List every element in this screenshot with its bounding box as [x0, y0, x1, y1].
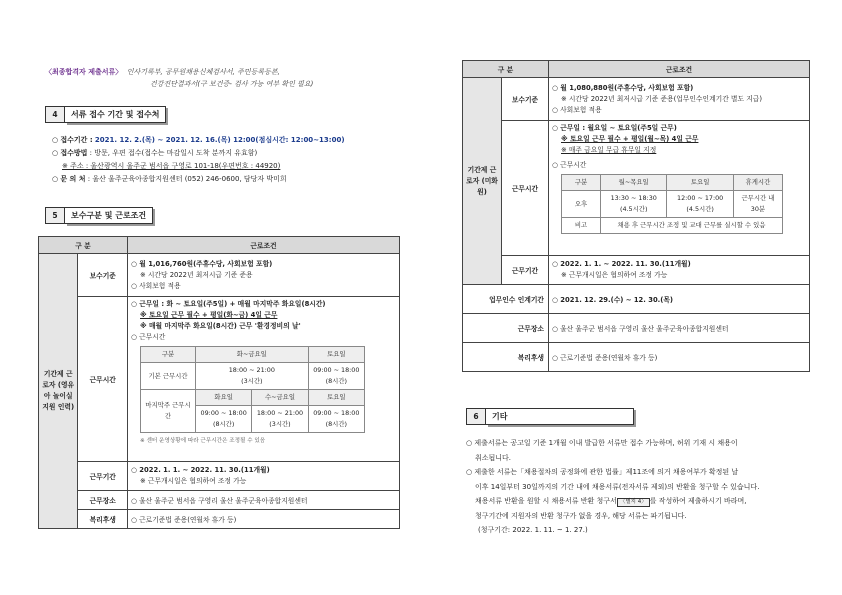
time-label: 근무시간 — [502, 121, 549, 256]
other-notes — [466, 436, 811, 538]
note-2: ○ 제출한 서류는「채용절차의 공정화에 관한 법률」제11조에 의거 채용여부가 확정된 날 — [466, 468, 739, 476]
welfare-label: 복리후생 — [463, 343, 549, 372]
receipt-method: ○ 접수방법 : 방문, 우편 접수(접수는 마감일시 도착 분까지 유효함) — [52, 149, 258, 157]
pay-cell — [549, 78, 810, 121]
section-title: 서류 접수 기간 및 접수처 — [65, 106, 166, 123]
period-label: 근무기간 — [502, 256, 549, 285]
last-week-th-wedfri: 수~금요일 — [252, 390, 308, 406]
group-label: 기간제 근로자 (미화원) — [463, 78, 502, 285]
pay-line: ○ 월 1,016,760원(주휴수당, 사회보험 포함) — [131, 259, 273, 268]
section-4-heading — [45, 106, 166, 123]
section-title: 보수구분 및 근로조건 — [65, 207, 153, 224]
receipt-period: ○ 접수기간 : 2021. 12. 2.(목) ~ 2021. 12. 16.(목) 12:00(점심시간: 12:00~13:00) — [52, 136, 345, 144]
pay-insurance: ○ 사회보험 적용 — [552, 105, 602, 114]
pay-label: 보수기준 — [502, 78, 549, 121]
claim-period: (청구기간: 2022. 1. 11. ~ 1. 27.) — [478, 526, 588, 534]
note-2-cont2: 채용서류 반환을 원할 시 채용서류 반환 청구서 〈별지 4〉 를 작성하여 제출하시기 바라며, — [475, 497, 747, 505]
remark-label: 비고 — [562, 218, 601, 234]
handover-value: ○ 2021. 12. 29.(수) ~ 12. 30.(목) — [549, 285, 810, 314]
workday-line: ○ 근무일 : 화 ~ 토요일(주5일) + 매월 마지막주 화요일(8시간) — [131, 300, 326, 308]
time-cell — [549, 121, 810, 256]
pay-note: ※ 시간당 2022년 최저시급 기준 준용(업무인수인계기간 별도 지급) — [561, 94, 762, 103]
hours-table — [561, 174, 783, 234]
place-value: ○ 울산 울주군 범서읍 구영리 울산 울주군육아종합지원센터 — [549, 314, 810, 343]
hours-heading: ○ 근무시간 — [131, 333, 166, 341]
welfare-value: ○ 근로기준법 준용(연월차 휴가 등) — [128, 510, 400, 529]
welfare-value: ○ 근로기준법 준용(연월차 휴가 등) — [549, 343, 810, 372]
saturday-note: ※ 토요일 근무 필수 + 평일(화~금) 4일 근무 — [140, 311, 278, 319]
contact-info: ○ 문 의 처 : 울산 울주군육아종합지원센터 (052) 246-0600, 담당자 박미희 — [52, 175, 287, 183]
saturday-hours: 12:00 ~ 17:00 (4.5시간) — [667, 191, 733, 218]
hours-th-gubun: 구분 — [562, 175, 601, 191]
pay-line: ○ 월 1,080,880원(주휴수당, 사회보험 포함) — [552, 83, 694, 92]
last-week-tue-hours: 09:00 ~ 18:00 (8시간) — [196, 406, 252, 433]
th-conditions: 근로조건 — [128, 237, 400, 254]
hours-heading: ○ 근무시간 — [552, 161, 587, 169]
basic-hours-label: 기본 근무시간 — [141, 363, 196, 390]
last-tuesday-note: ※ 매월 마지막주 화요일(8시간) 근무 '환경정비의 날' — [140, 322, 301, 330]
period-label: 근무기간 — [78, 462, 128, 491]
section-number: 5 — [45, 207, 65, 224]
period-line: ○ 2022. 1. 1. ~ 2022. 11. 30.(11개월) — [131, 466, 270, 474]
hours-th-gubun: 구분 — [141, 347, 196, 363]
time-label: 근무시간 — [78, 297, 128, 462]
note-2-cont: 이후 14일부터 30일까지의 기간 내에 채용서류(전자서류 제외)의 반환을 청구할 수 있습니다. — [475, 482, 760, 491]
afternoon-label: 오후 — [562, 191, 601, 218]
weekday-hours: 13:30 ~ 18:30 (4.5시간) — [601, 191, 667, 218]
hours-th-saturday: 토요일 — [667, 175, 733, 191]
note-1: ○ 제출서류는 공고일 기준 1개월 이내 발급한 서류만 접수 가능하며, 허위 기재 시 채용이 — [466, 439, 738, 447]
friday-note: ※ 매주 금요일 무급 휴무일 지정 — [561, 146, 657, 154]
hours-th-weekday: 월~목요일 — [601, 175, 667, 191]
period-cell — [549, 256, 810, 285]
basic-saturday-hours: 09:00 ~ 18:00 (8시간) — [308, 363, 364, 390]
hours-th-saturday: 토요일 — [308, 347, 364, 363]
welfare-label: 복리후생 — [78, 510, 128, 529]
note-1-cont: 취소됩니다. — [475, 453, 512, 462]
conditions-table-left — [38, 236, 400, 529]
time-cell — [128, 297, 400, 462]
final-docs-title: 〈최종합격자 제출서류〉 — [45, 68, 123, 76]
th-gubun: 구 분 — [463, 61, 549, 78]
last-week-sat-hours: 09:00 ~ 18:00 (8시간) — [308, 406, 364, 433]
hours-table — [140, 346, 365, 433]
pay-label: 보수기준 — [78, 254, 128, 297]
place-value: ○ 울산 울주군 범서읍 구영리 울산 울주군육아종합지원센터 — [128, 491, 400, 510]
section-5-heading — [45, 207, 153, 224]
group-label: 기간제 근로자 (영유아 놀이실 지원 인력) — [39, 254, 78, 529]
period-note: ※ 근무개시일은 협의하여 조정 가능 — [140, 477, 247, 485]
hours-th-weekday: 화~금요일 — [196, 347, 309, 363]
appendix-stamp: 〈별지 4〉 — [617, 498, 650, 507]
th-gubun: 구 분 — [39, 237, 128, 254]
last-week-hours-label: 마지막주 근무시간 — [141, 390, 196, 433]
section-title: 기타 — [486, 408, 634, 425]
workday-line: ○ 근무일 : 월요일 ~ 토요일(주5일 근무) — [552, 124, 677, 132]
last-week-th-sat: 토요일 — [308, 390, 364, 406]
section-6-heading — [466, 408, 634, 425]
period-line: ○ 2022. 1. 1. ~ 2022. 11. 30.(11개월) — [552, 260, 691, 268]
conditions-table-right — [462, 60, 810, 372]
handover-label: 업무인수 인계기간 — [463, 285, 549, 314]
hours-adjust-note: ※ 센터 운영상황에 따라 근무시간은 조정될 수 있음 — [140, 438, 266, 444]
period-cell — [128, 462, 400, 491]
pay-cell — [128, 254, 400, 297]
last-week-wedfri-hours: 18:00 ~ 21:00 (3시간) — [252, 406, 308, 433]
final-docs-intro — [45, 66, 385, 90]
final-docs-items-2: 건강진단결과서(구 보건증- 검사 가능 여부 확인 필요) — [150, 80, 314, 88]
receipt-address: ※ 주소 : 울산광역시 울주군 범서읍 구영로 101-18(우편번호 : 44920) — [62, 162, 281, 170]
basic-weekday-hours: 18:00 ~ 21:00 (3시간) — [196, 363, 309, 390]
remark-value: 채용 후 근무시간 조정 및 교대 근무를 실시할 수 있음 — [601, 218, 783, 234]
final-docs-items-1: 인사기록부, 공무원채용신체검사서, 주민등록등본, — [126, 68, 280, 76]
hours-th-break: 휴게시간 — [733, 175, 782, 191]
last-week-th-tue: 화요일 — [196, 390, 252, 406]
break-hours: 근무시간 내 30분 — [733, 191, 782, 218]
section-number: 4 — [45, 106, 65, 123]
section-number: 6 — [466, 408, 486, 425]
note-2-cont3: 청구기간에 지원자의 반환 청구가 없을 경우, 해당 서류는 파기됩니다. — [475, 511, 687, 520]
place-label: 근무장소 — [463, 314, 549, 343]
place-label: 근무장소 — [78, 491, 128, 510]
pay-insurance: ○ 사회보험 적용 — [131, 281, 181, 290]
saturday-note: ※ 토요일 근무 필수 + 평일(월~목) 4일 근무 — [561, 135, 699, 143]
th-conditions: 근로조건 — [549, 61, 810, 78]
pay-note: ※ 시간당 2022년 최저시급 기준 준용 — [140, 270, 253, 279]
period-note: ※ 근무개시일은 협의하여 조정 가능 — [561, 271, 668, 279]
